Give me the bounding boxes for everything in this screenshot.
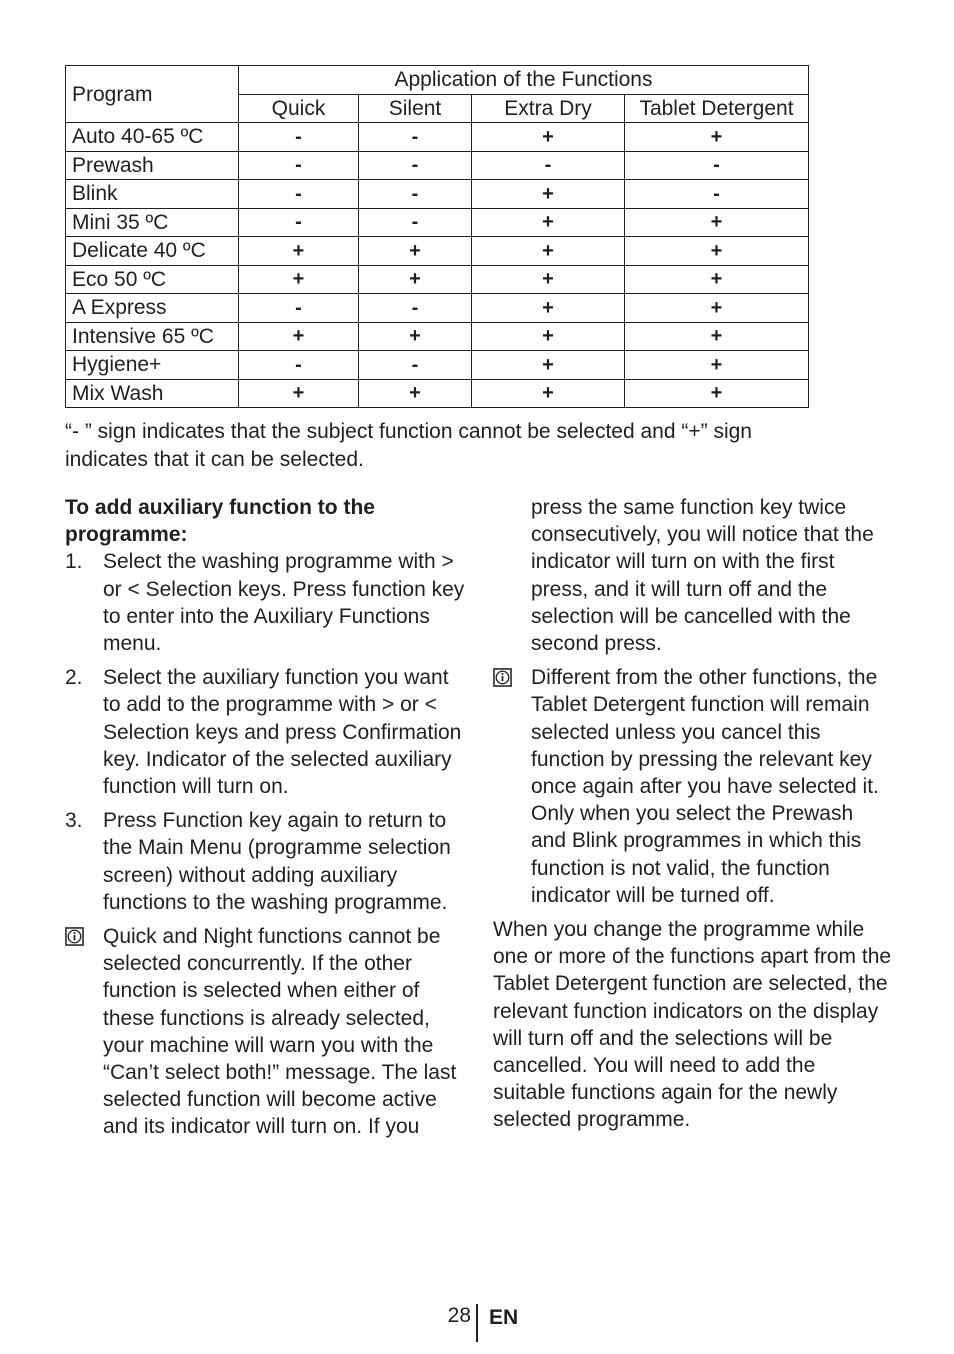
mark-quick: + <box>239 265 359 294</box>
continued-text: press the same function key twice consecutively, you will notice that the indicator will turn on with the first press, and it will turn off and the selection will be cancelled with the second press. <box>531 496 874 656</box>
program-name: Intensive 65 ºC <box>66 322 239 351</box>
mark-tablet-detergent: + <box>625 123 809 152</box>
step-text: Select the washing programme with > or < Selection keys. Press function key to enter into the Auxiliary Functions menu. <box>103 550 465 656</box>
mark-silent: - <box>359 294 472 323</box>
info-icon <box>65 927 84 946</box>
table-legend-note: “- ” sign indicates that the subject function cannot be selected and “+” sign indicates that it can be selected. <box>65 420 752 471</box>
mark-quick: - <box>239 208 359 237</box>
program-name: Prewash <box>66 151 239 180</box>
mark-quick: - <box>239 151 359 180</box>
mark-quick: - <box>239 294 359 323</box>
mark-extra-dry: + <box>472 379 625 408</box>
page-number: 28 <box>447 1304 471 1327</box>
mark-extra-dry: + <box>472 294 625 323</box>
mark-silent: - <box>359 180 472 209</box>
step-text: Select the auxiliary function you want to add to the programme with > or < Selection keys and press Confirmation key. Indicator of the selected auxiliary function will turn on. <box>103 666 462 799</box>
mark-silent: - <box>359 151 472 180</box>
info-icon <box>493 668 512 687</box>
footer-divider <box>476 1304 478 1342</box>
table-row <box>66 351 809 380</box>
mark-quick: - <box>239 123 359 152</box>
mark-silent: - <box>359 351 472 380</box>
table-row <box>66 265 809 294</box>
mark-tablet-detergent: + <box>625 379 809 408</box>
mark-silent: + <box>359 237 472 266</box>
mark-extra-dry: + <box>472 237 625 266</box>
mark-silent: + <box>359 379 472 408</box>
table-row <box>66 379 809 408</box>
mark-quick: + <box>239 237 359 266</box>
program-name: Hygiene+ <box>66 351 239 380</box>
mark-silent: - <box>359 123 472 152</box>
function-header-extra-dry: Extra Dry <box>472 94 625 123</box>
language-code: EN <box>489 1306 519 1329</box>
page-footer <box>0 1300 954 1344</box>
table-row <box>66 322 809 351</box>
mark-extra-dry: - <box>472 151 625 180</box>
function-header-tablet-detergent: Tablet Detergent <box>625 94 809 123</box>
info-note <box>493 664 893 909</box>
mark-tablet-detergent: - <box>625 151 809 180</box>
step-text: Press Function key again to return to the Main Menu (programme selection screen) without adding auxiliary functions to the washing programme. <box>103 809 451 914</box>
program-functions-table <box>65 65 809 408</box>
table-row <box>66 294 809 323</box>
program-name: Auto 40-65 ºC <box>66 123 239 152</box>
mark-tablet-detergent: + <box>625 208 809 237</box>
function-header-quick: Quick <box>239 94 359 123</box>
program-column-header: Program <box>66 66 239 123</box>
mark-tablet-detergent: + <box>625 294 809 323</box>
mark-extra-dry: + <box>472 180 625 209</box>
mark-tablet-detergent: - <box>625 180 809 209</box>
program-name: Mix Wash <box>66 379 239 408</box>
step-number: 2. <box>65 666 83 690</box>
mark-tablet-detergent: + <box>625 265 809 294</box>
functions-group-header: Application of the Functions <box>239 66 809 95</box>
instruction-step <box>65 807 465 916</box>
info-note-text: Different from the other functions, the Tablet Detergent function will remain selected unless you cancel this function by pressing the relevant key once again after you have selected it. Only when you select the Prewash and Blink programmes in which this function is not valid, the function indicator will be turned off. <box>531 666 879 907</box>
table-row <box>66 237 809 266</box>
mark-extra-dry: + <box>472 208 625 237</box>
table-row <box>66 123 809 152</box>
step-number: 3. <box>65 809 83 833</box>
mark-tablet-detergent: + <box>625 322 809 351</box>
table-row <box>66 151 809 180</box>
program-name: Mini 35 ºC <box>66 208 239 237</box>
mark-extra-dry: + <box>472 265 625 294</box>
program-name: A Express <box>66 294 239 323</box>
mark-tablet-detergent: + <box>625 351 809 380</box>
mark-extra-dry: + <box>472 351 625 380</box>
info-note-text: Quick and Night functions cannot be selected concurrently. If the other function is selected when either of these functions is already selected, your machine will warn you with the “Can’t select both!” message. The last selected function will become active and its indicator will turn on. If you <box>103 925 457 1139</box>
mark-quick: + <box>239 379 359 408</box>
info-note <box>65 923 465 1141</box>
mark-quick: + <box>239 322 359 351</box>
instruction-step <box>65 548 465 657</box>
body-paragraph: When you change the programme while one or more of the functions apart from the Tablet Detergent function are selected, the relevant function indicators on the display will turn off and the selections will be cancelled. You will need to add the suitable functions again for the newly selected programme. <box>493 918 892 1132</box>
mark-extra-dry: + <box>472 123 625 152</box>
program-name: Delicate 40 ºC <box>66 237 239 266</box>
program-name: Eco 50 ºC <box>66 265 239 294</box>
mark-quick: - <box>239 351 359 380</box>
mark-extra-dry: + <box>472 322 625 351</box>
table-row <box>66 180 809 209</box>
section-heading: To add auxiliary function to the programme: <box>65 496 375 547</box>
mark-quick: - <box>239 180 359 209</box>
instruction-step <box>65 664 465 800</box>
right-column <box>493 494 893 1134</box>
function-header-silent: Silent <box>359 94 472 123</box>
left-column <box>65 494 465 1148</box>
mark-tablet-detergent: + <box>625 237 809 266</box>
mark-silent: + <box>359 322 472 351</box>
table-row <box>66 208 809 237</box>
step-number: 1. <box>65 550 83 574</box>
program-name: Blink <box>66 180 239 209</box>
mark-silent: - <box>359 208 472 237</box>
mark-silent: + <box>359 265 472 294</box>
